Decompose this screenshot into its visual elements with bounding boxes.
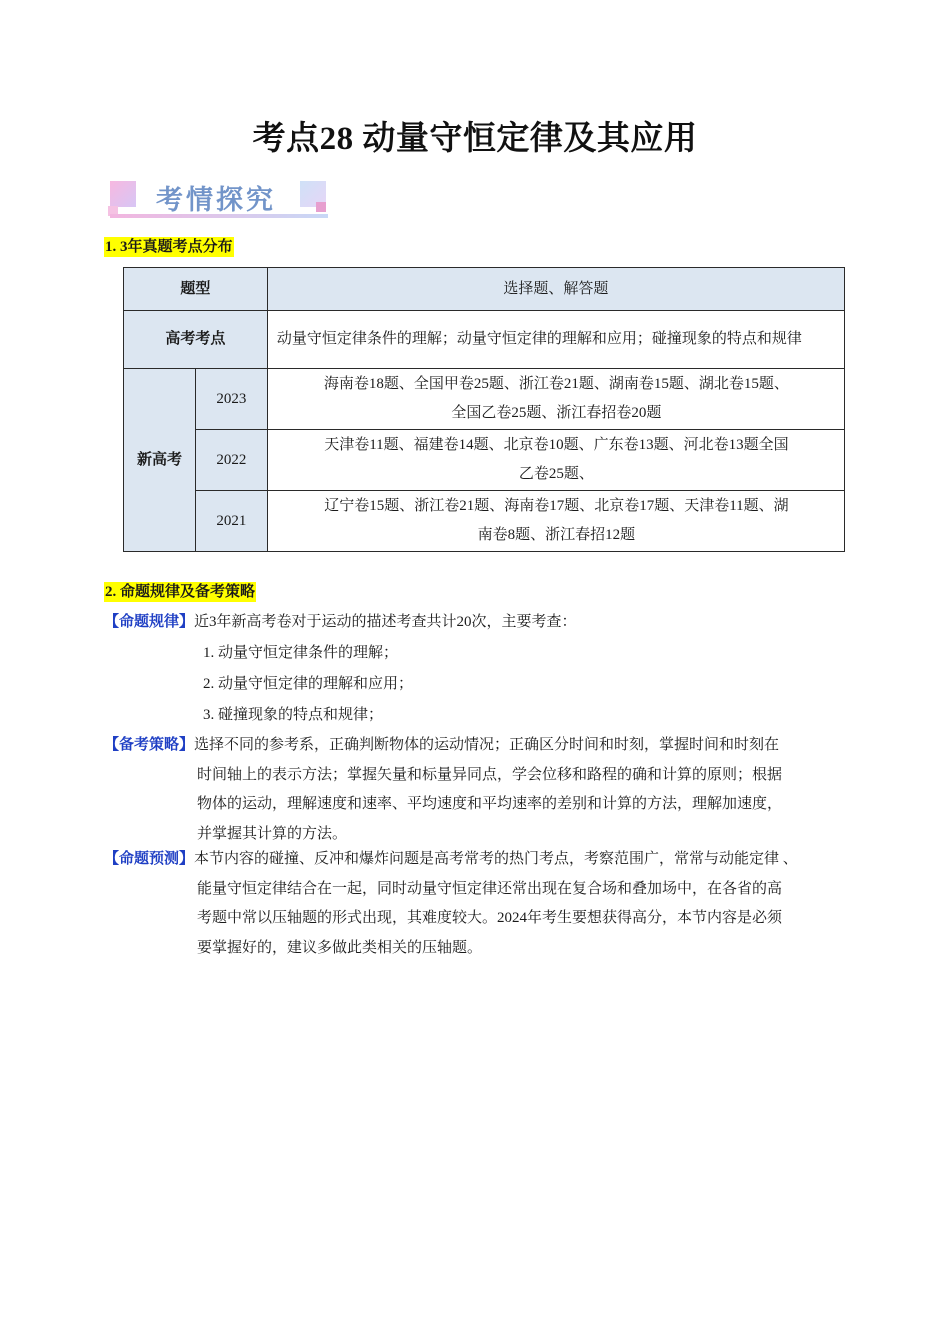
- strategy-line: 时间轴上的表示方法；掌握矢量和标量异同点，学会位移和路程的确和计算的原则；根据: [197, 766, 783, 783]
- section-heading-strategy: 2. 命题规律及备考策略: [105, 584, 256, 600]
- banner-label: 考情探究: [156, 185, 276, 216]
- year-content-line: 全国乙卷25题、浙江春招卷20题: [451, 405, 662, 421]
- year-cell: 2023: [195, 369, 267, 430]
- section-banner: [108, 178, 330, 222]
- rule-item: 1. 动量守恒定律条件的理解；: [203, 645, 399, 661]
- strategy-line: 物体的运动，理解速度和速率、平均速度和平均速率的差别和计算的方法，理解加速度，: [197, 796, 783, 812]
- year-content: [267, 491, 844, 552]
- rule-tag: 【命题规律】: [104, 614, 195, 630]
- strategy-paragraph: [104, 731, 864, 849]
- strategy-tag: 【备考策略】: [104, 737, 195, 753]
- row-label-points: 高考考点: [124, 311, 268, 369]
- year-content-line: 辽宁卷15题、浙江卷21题、海南卷17题、北京卷17题、天津卷11题、湖: [324, 498, 789, 514]
- table-row: [124, 268, 845, 311]
- table-row: [124, 430, 845, 491]
- exam-distribution-table: [123, 267, 845, 552]
- forecast-line: [104, 845, 864, 875]
- year-content-line: 天津卷11题、福建卷14题、北京卷10题、广东卷13题、河北卷13题全国: [324, 437, 789, 453]
- forecast-paragraph: [104, 845, 864, 963]
- row-value-type: 选择题、解答题: [267, 268, 844, 311]
- banner-decoration-square: [316, 202, 326, 212]
- table-row: [124, 369, 845, 430]
- strategy-line: [104, 731, 864, 761]
- table-row: [124, 311, 845, 369]
- section-heading-distribution: 1. 3年真题考点分布: [105, 239, 233, 255]
- banner-decoration-square: [110, 181, 136, 207]
- forecast-line: 要掌握好的，建议多做此类相关的压轴题。: [197, 939, 483, 956]
- page-title: 考点28 动量守恒定律及其应用: [252, 121, 698, 157]
- year-content-line: 南卷8题、浙江春招12题: [477, 527, 636, 543]
- strategy-line: 并掌握其计算的方法。: [197, 825, 348, 842]
- rule-intro: 近3年新高考卷对于运动的描述考查共计20次，主要考查：: [194, 614, 577, 630]
- strategy-text: 选择不同的参考系，正确判断物体的运动情况；正确区分时间和时刻，掌握时间和时刻在: [194, 737, 780, 753]
- year-content-line: 海南卷18题、全国甲卷25题、浙江卷21题、湖南卷15题、湖北卷15题、: [323, 376, 789, 392]
- rule-item: 2. 动量守恒定律的理解和应用；: [203, 676, 414, 692]
- rule-paragraph: [104, 607, 577, 638]
- year-cell: 2022: [195, 430, 267, 491]
- rule-item: 3. 碰撞现象的特点和规律；: [203, 707, 384, 723]
- forecast-line: 考题中常以压轴题的形式出现，其难度较大。2024年考生要想获得高分，本节内容是必须: [197, 910, 783, 926]
- row-value-points: 动量守恒定律条件的理解；动量守恒定律的理解和应用；碰撞现象的特点和规律: [267, 311, 844, 369]
- year-content-line: 乙卷25题、: [518, 466, 594, 482]
- year-cell: 2021: [195, 491, 267, 552]
- forecast-line: 能量守恒定律结合在一起，同时动量守恒定律还常出现在复合场和叠加场中，在各省的高: [197, 880, 783, 897]
- year-content: [267, 430, 844, 491]
- row-label-type: 题型: [124, 268, 268, 311]
- year-content: [267, 369, 844, 430]
- table-row: [124, 491, 845, 552]
- forecast-tag: 【命题预测】: [104, 851, 195, 867]
- group-label-new-gaokao: 新高考: [124, 369, 196, 552]
- forecast-text: 本节内容的碰撞、反冲和爆炸问题是高考常考的热门考点，考察范围广，常常与动能定律 、: [194, 851, 798, 867]
